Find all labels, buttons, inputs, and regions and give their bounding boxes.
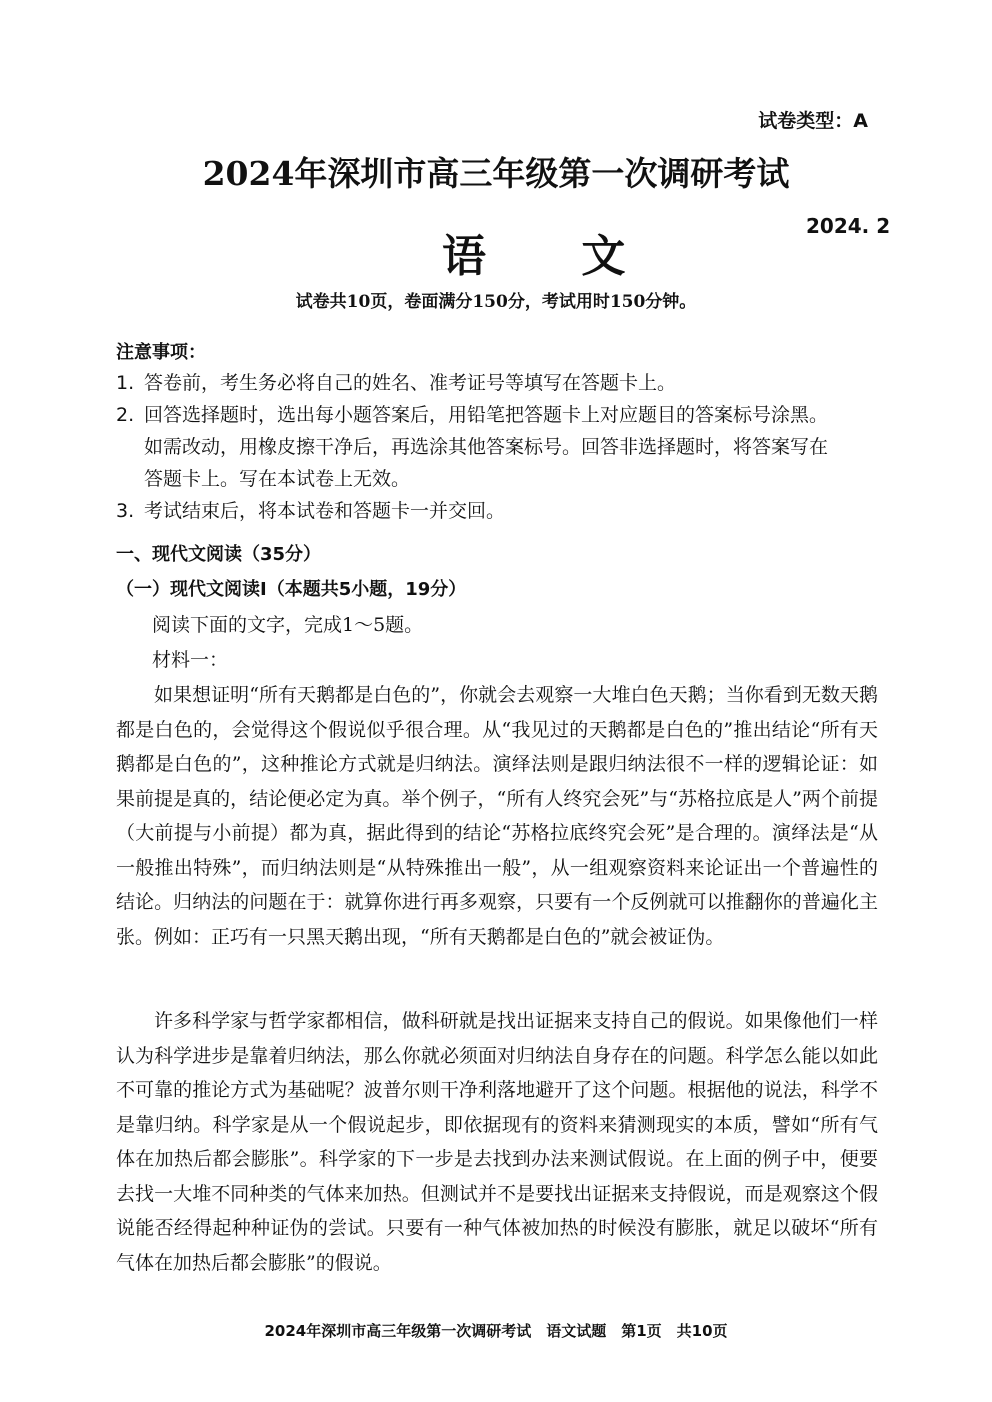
exam-info: 试卷共10页，卷面满分150分，考试用时150分钟。 [295, 292, 697, 312]
exam-title: 2024年深圳市高三年级第一次调研考试 [202, 154, 790, 193]
section-title: 一、现代文阅读（35分） [116, 544, 322, 565]
note-text: 答卷前，考生务必将自己的姓名、准考证号等填写在答题卡上。 [144, 372, 677, 394]
note-text: 答题卡上。写在本试卷上无效。 [144, 468, 411, 490]
note-item [116, 368, 676, 395]
section-subtitle: （一）现代文阅读Ⅰ（本题共5小题，19分） [116, 579, 467, 600]
note-number: 2. [116, 404, 135, 426]
material-label: 材料一： [152, 649, 229, 671]
subject-title: 语 文 [442, 231, 666, 282]
note-text: 如需改动，用橡皮擦干净后，再选涂其他答案标号。回答非选择题时，将答案写在 [144, 436, 829, 458]
paper-type-label: 试卷类型：A [758, 110, 868, 132]
passage-paragraph: 许多科学家与哲学家都相信，做科研就是找出证据来支持自己的假说。如果像他们一样认为科学进步是靠着归纳法，那么你就必须面对归纳法自身存在的问题。科学怎么能以如此不可靠的推论方式为基础呢？波普尔则干净利落地避开了这个问题。根据他的说法，科学不是靠归纳。科学家是从一个假说起步，即依据现有的资料来猜测现实的本质，譬如“所有气体在加热后都会膨胀”。科学家的下一步是去找到办法来测试假说。在上面的例子中，便要去找一大堆不同种类的气体来加热。但测试并不是要找出证据来支持假说，而是观察这个假说能否经得起种种证伪的尝试。只要有一种气体被加热的时候没有膨胀，就足以破坏“所有气体在加热后都会膨胀”的假说。 [116, 1010, 878, 1274]
note-text: 考试结束后，将本试卷和答题卡一并交回。 [144, 500, 506, 522]
page-footer: 2024年深圳市高三年级第一次调研考试 语文试题 第1页 共10页 [264, 1322, 728, 1340]
note-item [116, 496, 505, 523]
note-text: 回答选择题时，选出每小题答案后，用铅笔把答题卡上对应题目的答案标号涂黑。 [144, 404, 829, 426]
passage-paragraph: 如果想证明“所有天鹅都是白色的”，你就会去观察一大堆白色天鹅；当你看到无数天鹅都是白色的，会觉得这个假说似乎很合理。从“我见过的天鹅都是白色的”推出结论“所有天鹅都是白色的”，这种推论方式就是归纳法。演绎法则是跟归纳法很不一样的逻辑论证：如果前提是真的，结论便必定为真。举个例子，“所有人终究会死”与“苏格拉底是人”两个前提（大前提与小前提）都为真，据此得到的结论“苏格拉底终究会死”是合理的。演绎法是“从一般推出特殊”，而归纳法则是“从特殊推出一般”，从一组观察资料来论证出一个普遍性的结论。归纳法的问题在于：就算你进行再多观察，只要有一个反例就可以推翻你的普遍化主张。例如：正巧有一只黑天鹅出现，“所有天鹅都是白色的”就会被证伪。 [116, 684, 878, 948]
note-number: 3. [116, 500, 135, 522]
note-item [116, 400, 828, 427]
note-number: 1. [116, 372, 135, 394]
exam-date: 2024. 2 [806, 214, 891, 238]
section-instruction: 阅读下面的文字，完成1～5题。 [152, 614, 424, 636]
notes-title: 注意事项： [116, 342, 206, 363]
